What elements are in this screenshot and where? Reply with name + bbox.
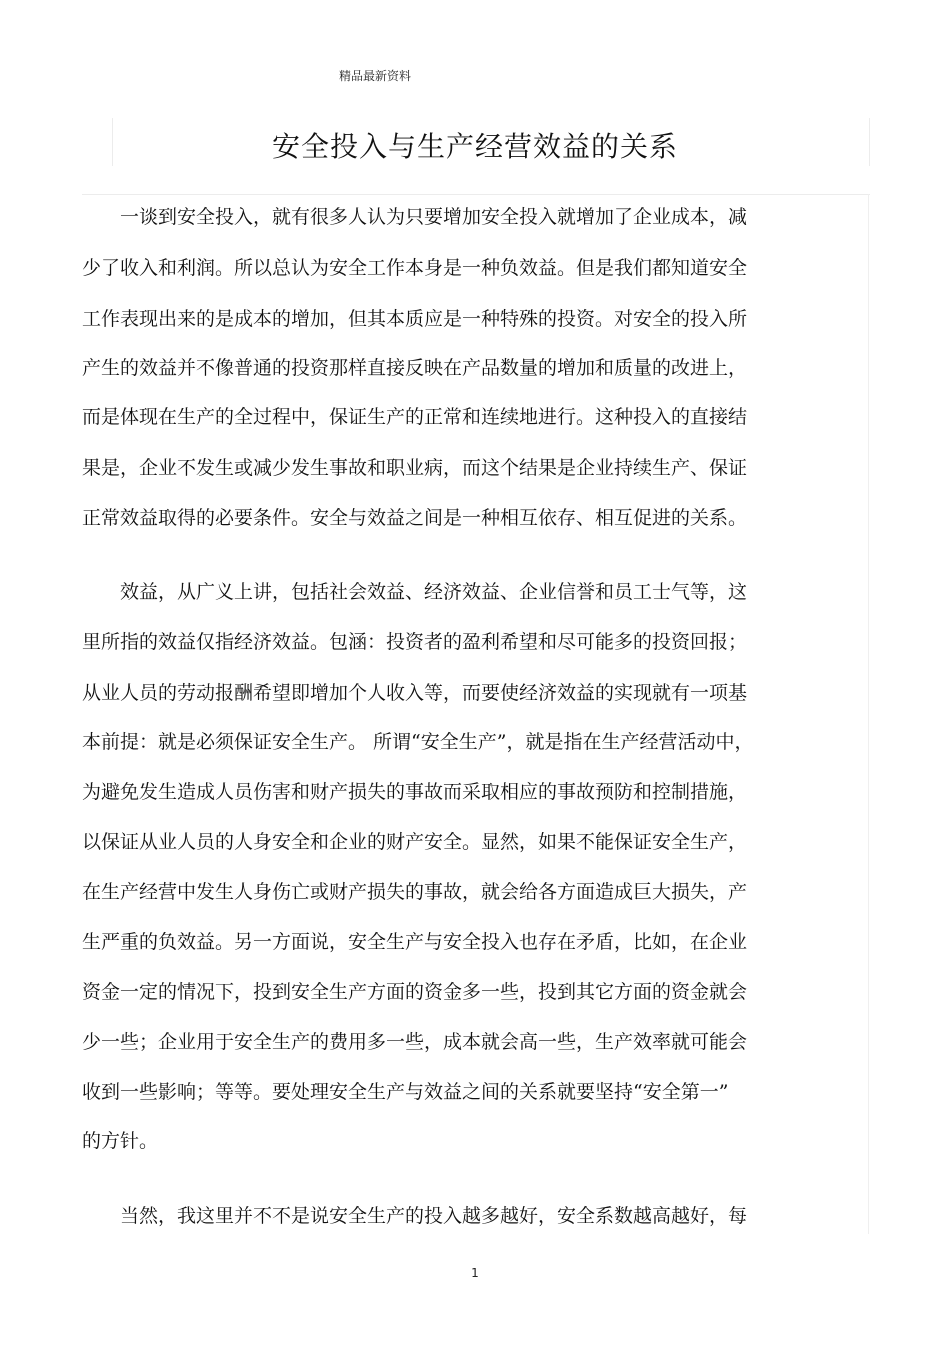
paragraph-line: 而是体现在生产的全过程中，保证生产的正常和连续地进行。这种投入的直接结 [82,406,748,428]
paragraph-line: 从业人员的劳动报酬希望即增加个人收入等，而要使经济效益的实现就有一项基 [82,682,748,704]
paragraph-line: 效益，从广义上讲，包括社会效益、经济效益、企业信誉和员工士气等，这 [120,581,748,603]
paragraph-line: 在生产经营中发生人身伤亡或财产损失的事故，就会给各方面造成巨大损失，产 [82,881,748,903]
paragraph-line: 的方针。 [82,1130,159,1152]
page-number: 1 [471,1266,479,1280]
paragraph-line: 少一些；企业用于安全生产的费用多一些，成本就会高一些，生产效率就可能会 [82,1031,748,1053]
paragraph-line: 收到一些影响；等等。要处理安全生产与效益之间的关系就要坚持“安全第一” [82,1081,729,1103]
paragraph-line: 少了收入和利润。所以总认为安全工作本身是一种负效益。但是我们都知道安全 [82,257,748,279]
right-margin-rule [868,194,869,1234]
paragraph-line: 工作表现出来的是成本的增加，但其本质应是一种特殊的投资。对安全的投入所 [82,308,748,330]
paragraph-line: 果是，企业不发生或减少发生事故和职业病，而这个结果是企业持续生产、保证 [82,457,748,479]
paragraph-line: 以保证从业人员的人身安全和企业的财产安全。显然，如果不能保证安全生产， [82,831,748,853]
title-divider [82,194,870,195]
paragraph-line: 资金一定的情况下，投到安全生产方面的资金多一些，投到其它方面的资金就会 [82,981,748,1003]
paragraph-line: 为避免发生造成人员伤害和财产损失的事故而采取相应的事故预防和控制措施， [82,781,748,803]
paragraph-line: 正常效益取得的必要条件。安全与效益之间是一种相互依存、相互促进的关系。 [82,507,748,529]
paragraph-line: 产生的效益并不像普通的投资那样直接反映在产品数量的增加和质量的改进上， [82,357,748,379]
paragraph-line: 本前提：就是必须保证安全生产。 所谓“安全生产”，就是指在生产经营活动中， [82,731,754,753]
paragraph-line: 里所指的效益仅指经济效益。包涵：投资者的盈利希望和尽可能多的投资回报； [82,631,748,653]
header-note: 精品最新资料 [339,69,412,83]
paragraph-line: 生严重的负效益。另一方面说，安全生产与安全投入也存在矛盾，比如，在企业 [82,931,748,953]
paragraph-line: 一谈到安全投入，就有很多人认为只要增加安全投入就增加了企业成本，减 [120,206,748,228]
paragraph-line: 当然，我这里并不不是说安全生产的投入越多越好，安全系数越高越好，每 [120,1205,748,1227]
document-title: 安全投入与生产经营效益的关系 [271,130,678,163]
